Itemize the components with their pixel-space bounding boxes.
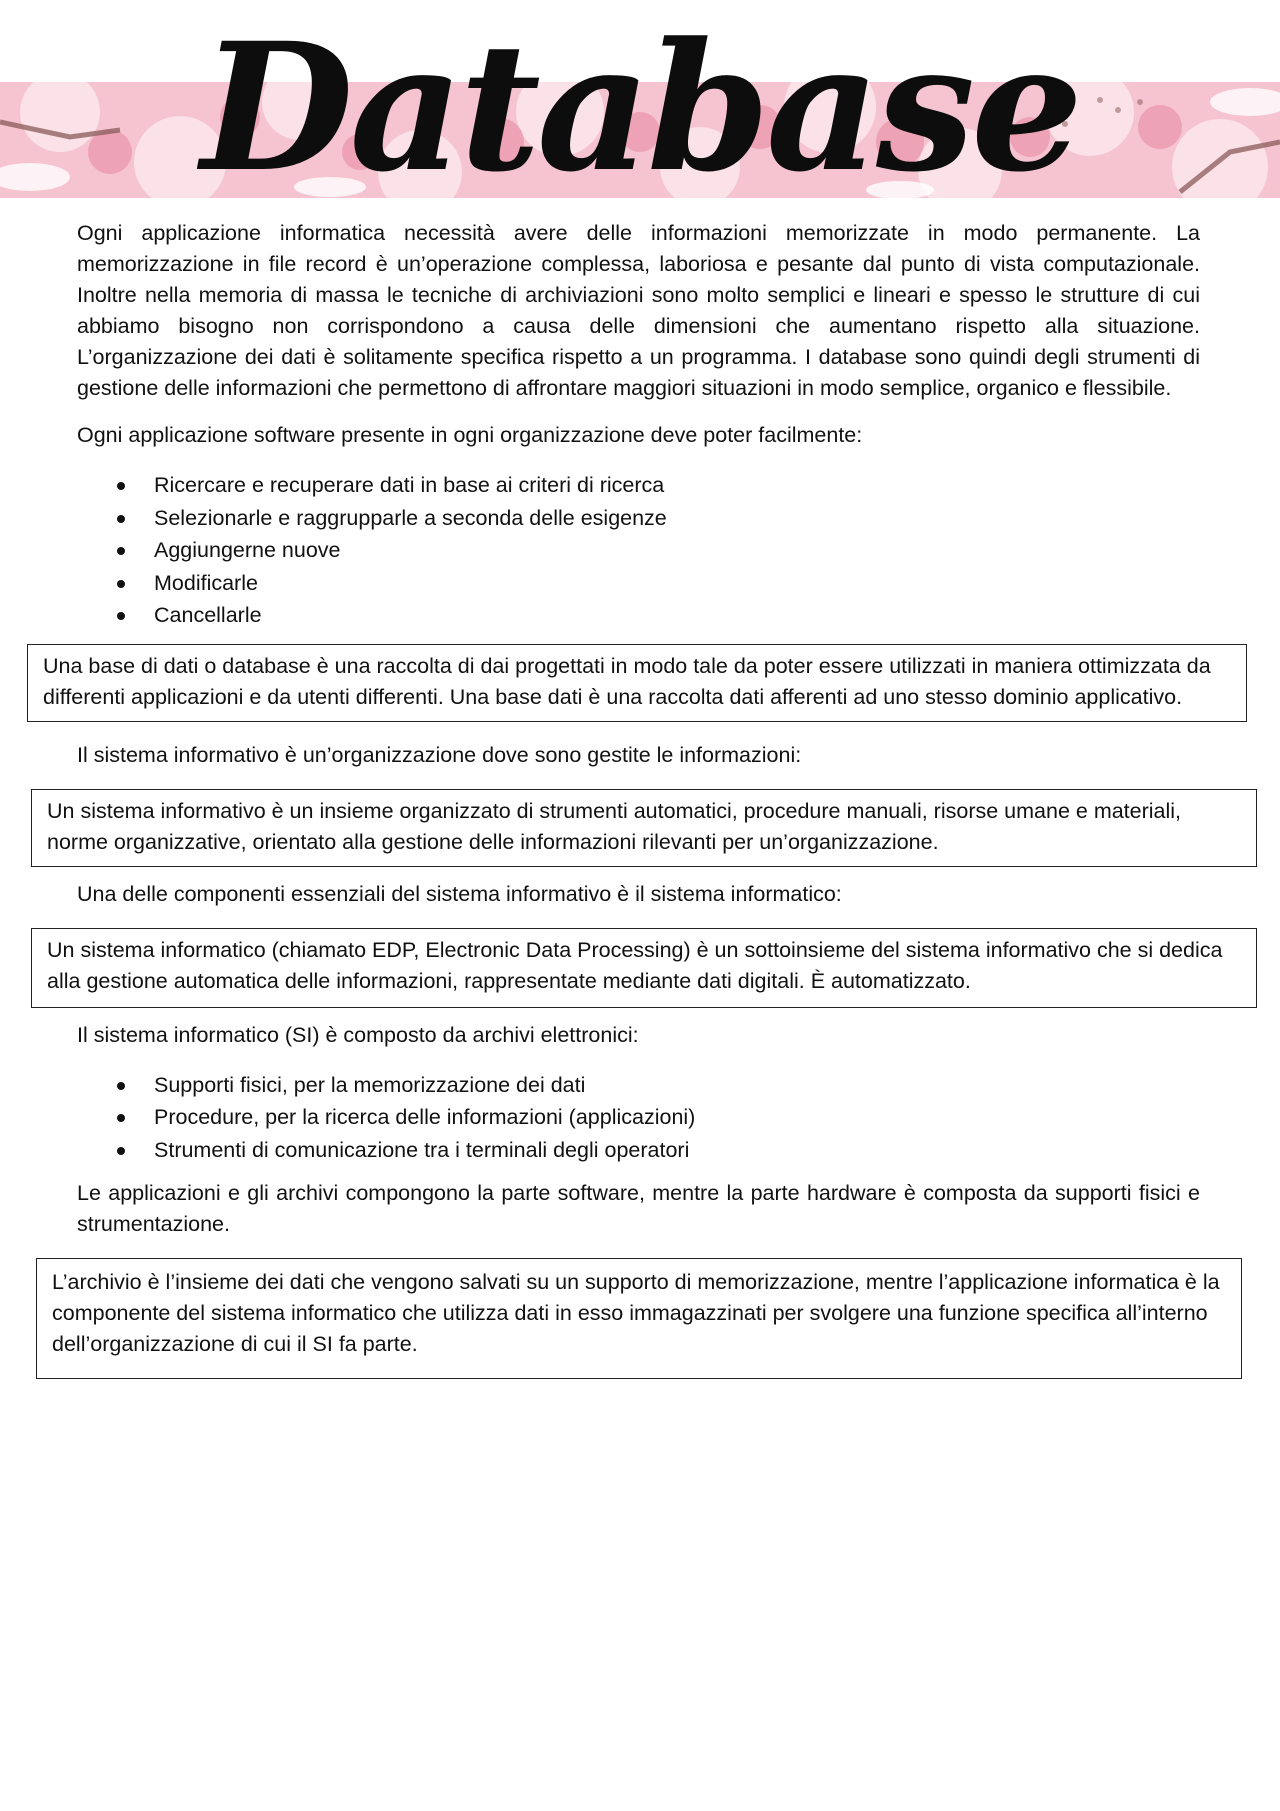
capabilities-lead: Ogni applicazione software presente in ogni organizzazione deve poter facilmente: (77, 423, 863, 447)
definition-text: Un sistema informativo è un insieme organizzato di strumenti automatici, procedure manuali, risorse umane e materiali, norme organizzative, orientato alla gestione delle informazioni rilevanti per un’organizzazione. (47, 798, 1182, 854)
definition-box-archive (36, 1258, 1242, 1379)
definition-text: L’archivio è l’insieme dei dati che vengono salvati su un supporto di memorizzazione, mentre l’applicazione informatica è la componente del sistema informatico che utilizza dati in esso immagazzinati per svolgere una funzione specifica all’interno dell’organizzazione di cui il SI fa parte. (52, 1270, 1220, 1356)
list-item: Ricercare e recuperare dati in base ai criteri di ricerca (0, 469, 1280, 502)
definition-text: Una base di dati o database è una raccolta di dai progettati in modo tale da poter essere utilizzati in maniera ottimizzata da differenti applicazioni e da utenti differenti. Una base dati è una raccolta dati afferenti ad uno stesso dominio applicativo. (43, 653, 1211, 709)
it-system-lead: Una delle componenti essenziali del sistema informativo è il sistema informatico: (77, 881, 842, 906)
list-item: Supporti fisici, per la memorizzazione dei dati (0, 1069, 1280, 1102)
list-item: Aggiungerne nuove (0, 534, 1280, 567)
definition-box-database (27, 644, 1247, 722)
definition-text: Un sistema informatico (chiamato EDP, Electronic Data Processing) è un sottoinsieme del sistema informativo che si dedica alla gestione automatica delle informazioni, rappresentate mediante dati digitali. È automatizzato. (47, 937, 1223, 993)
list-item: Procedure, per la ricerca delle informazioni (applicazioni) (0, 1101, 1280, 1134)
list-item: Modificarle (0, 567, 1280, 600)
document-body (0, 218, 1280, 1379)
capabilities-list (0, 469, 1280, 632)
si-lead: Il sistema informatico (SI) è composto da archivi elettronici: (77, 1022, 639, 1047)
list-item: Strumenti di comunicazione tra i terminali degli operatori (0, 1134, 1280, 1167)
si-components-list (0, 1069, 1280, 1167)
page-title: Database (200, 4, 1080, 211)
software-hardware-paragraph: Le applicazioni e gli archivi compongono la parte software, mentre la parte hardware è composta da supporti fisici e strumentazione. (77, 1181, 1200, 1236)
intro-paragraph: Ogni applicazione informatica necessità avere delle informazioni memorizzate in modo permanente. La memorizzazione in file record è un’operazione complessa, laboriosa e pesante dal punto di vista computazionale. Inoltre nella memoria di massa le tecniche di archiviazioni sono molto semplici e lineari e spesso le strutture di cui abbiamo bisogno non corrispondono a causa delle dimensioni che aumentano rispetto alla situazione. L’organizzazione dei dati è solitamente specifica rispetto a un programma. I database sono quindi degli strumenti di gestione delle informazioni che permettono di affrontare maggiori situazioni in modo semplice, organico e flessibile. (77, 221, 1200, 400)
definition-box-it-system (31, 928, 1257, 1008)
definition-box-info-system (31, 789, 1257, 867)
info-system-lead: Il sistema informativo è un’organizzazione dove sono gestite le informazioni: (77, 742, 802, 767)
list-item: Cancellarle (0, 599, 1280, 632)
list-item: Selezionarle e raggrupparle a seconda delle esigenze (0, 502, 1280, 535)
